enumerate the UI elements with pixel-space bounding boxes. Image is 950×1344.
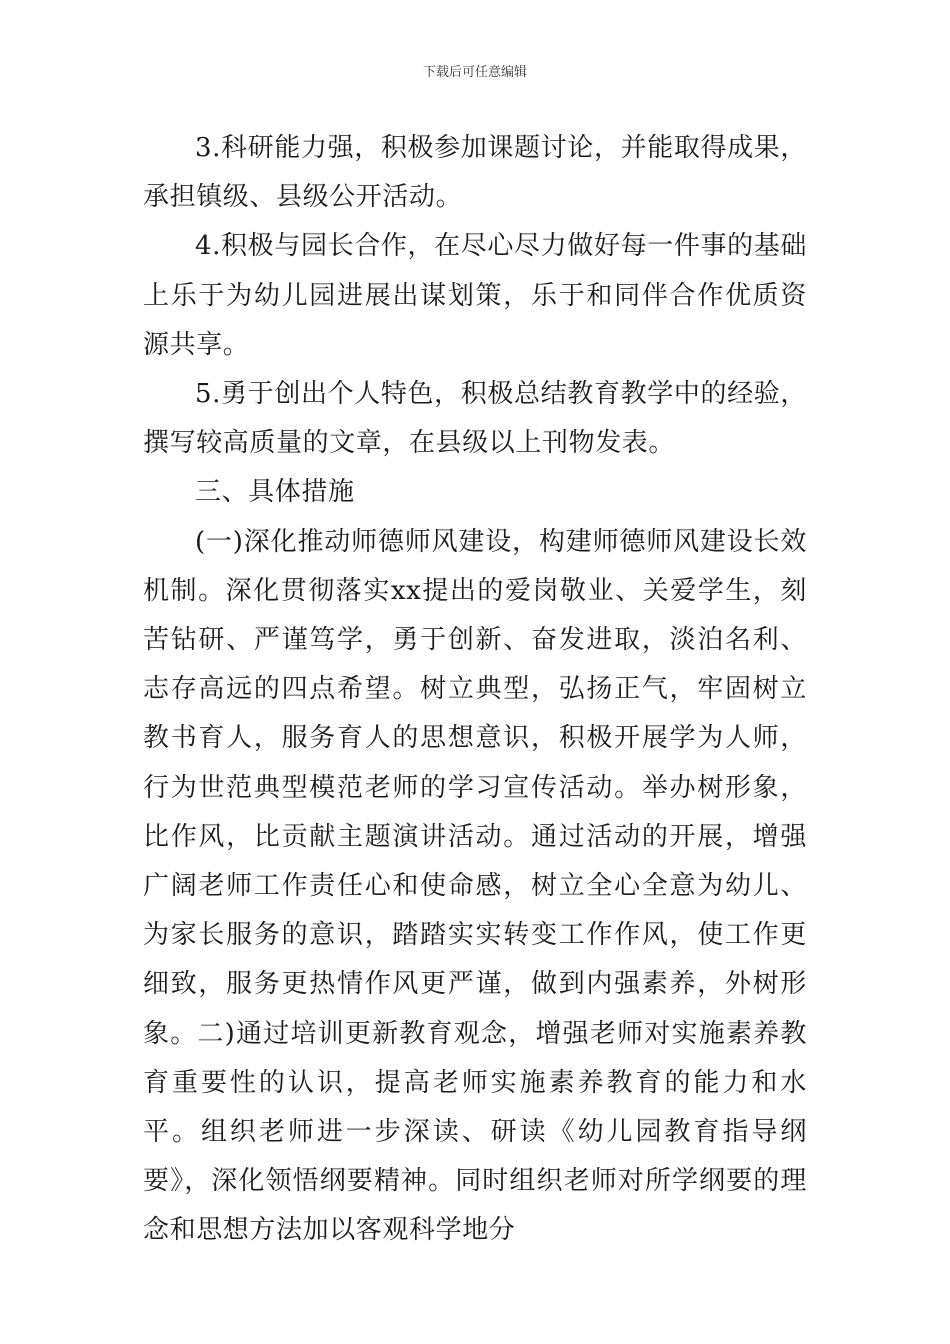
document-body xyxy=(143,124,807,1256)
paragraph-item-3: 3.科研能力强，积极参加课题讨论，并能取得成果，承担镇级、县级公开活动。 xyxy=(143,133,807,213)
paragraph-measures: (一)深化推动师德师风建设，构建师德师风建设长效机制。深化贯彻落实xx提出的爱岗敬业、关爱学生，刻苦钻研、严谨笃学，勇于创新、奋发进取，淡泊名利、志存高远的四点希望。树立典型，弘扬正气，牢固树立教书育人，服务育人的思想意识，积极开展学为人师，行为世范典型模范老师的学习宣传活动。举办树形象，比作风，比贡献主题演讲活动。通过活动的开展，增强广阔老师工作责任心和使命感，树立全心全意为幼儿、为家长服务的意识，踏踏实实转变工作作风，使工作更细致，服务更热情作风更严谨，做到内强素养，外树形象。二)通过培训更新教育观念，增强老师对实施素养教育重要性的认识，提高老师实施素养教育的能力和水平。组织老师进一步深读、研读《幼儿园教育指导纲要》，深化领悟纲要精神。同时组织老师对所学纲要的理念和思想方法加以客观科学地分 xyxy=(143,526,807,1246)
page-header: 下载后可任意编辑 xyxy=(422,65,527,80)
section-heading: 三、具体措施 xyxy=(195,477,355,508)
paragraph-item-4: 4.积极与园长合作，在尽心尽力做好每一件事的基础上乐于为幼儿园进展出谋划策，乐于和同伴合作优质资源共享。 xyxy=(143,231,807,360)
paragraph-item-5: 5.勇于创出个人特色，积极总结教育教学中的经验，撰写较高质量的文章，在县级以上刊物发表。 xyxy=(143,379,807,459)
